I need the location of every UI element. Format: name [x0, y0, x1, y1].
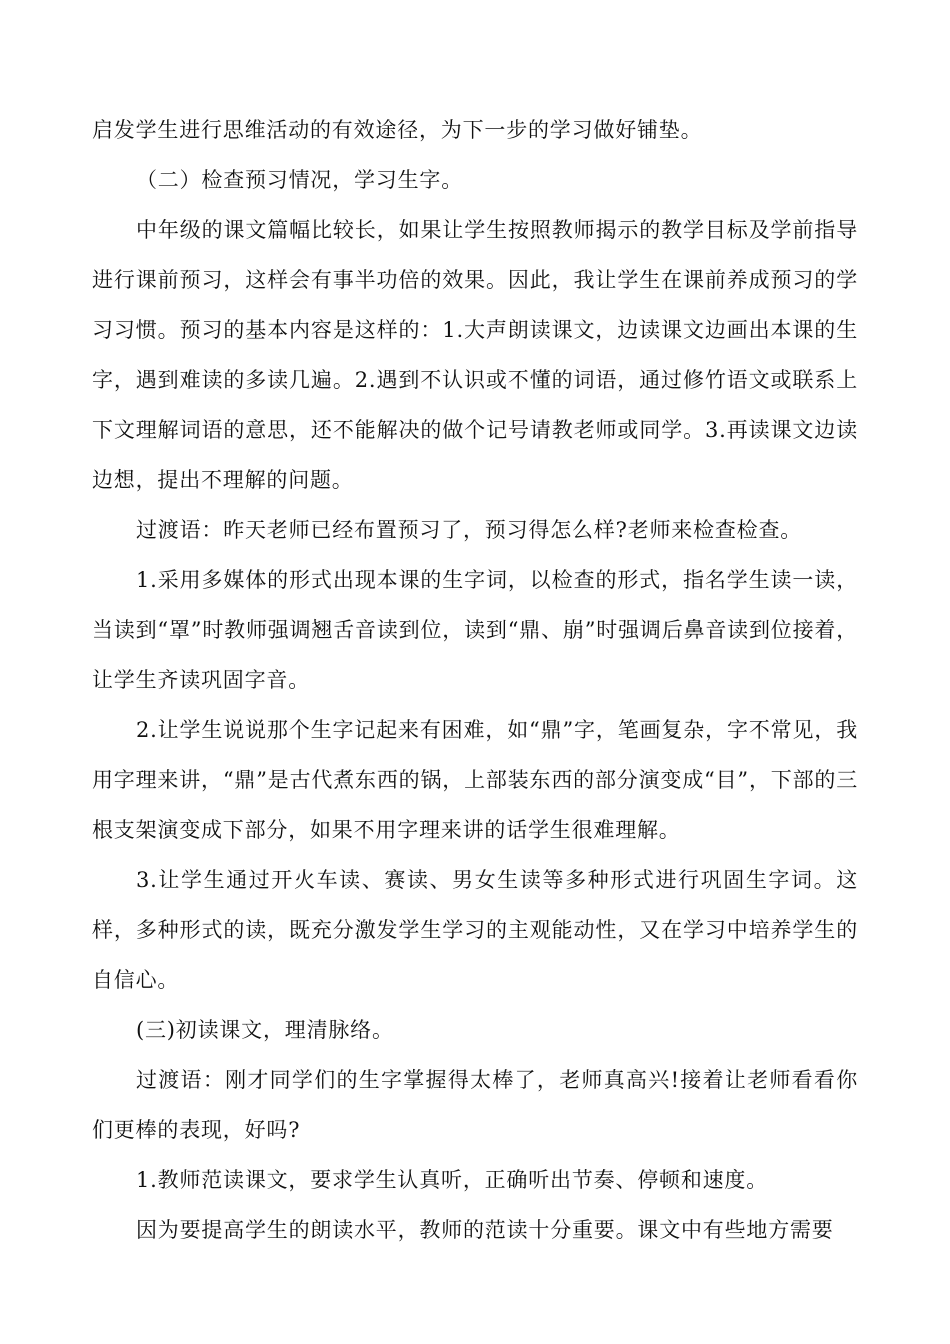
- paragraph-4: 过渡语：昨天老师已经布置预习了，预习得怎么样?老师来检查检查。: [136, 518, 803, 542]
- paragraph-11: 因为要提高学生的朗读水平，教师的范读十分重要。课文中有些地方需要: [136, 1218, 834, 1242]
- paragraph-9: 过渡语：刚才同学们的生字掌握得太棒了，老师真高兴!接着让老师看看你们更棒的表现，好吗?: [92, 1068, 858, 1142]
- paragraph-5: 1.采用多媒体的形式出现本课的生字词，以检查的形式，指名学生读一读，当读到“罩”时教师强调翘舌音读到位，读到“鼎、崩”时强调后鼻音读到位接着，让学生齐读巩固字音。: [92, 568, 858, 692]
- paragraph-10: 1.教师范读课文，要求学生认真听，正确听出节奏、停顿和速度。: [136, 1168, 769, 1192]
- paragraph-1: 启发学生进行思维活动的有效途径，为下一步的学习做好铺垫。: [92, 118, 703, 142]
- paragraph-6: 2.让学生说说那个生字记起来有困难，如“鼎”字，笔画复杂，字不常见，我用字理来讲，“鼎”是古代煮东西的锅，上部装东西的部分演变成“目”，下部的三根支架演变成下部分，如果不用字理来讲的话学生很难理解。: [92, 718, 858, 842]
- section-heading-3: (三)初读课文，理清脉络。: [136, 1018, 394, 1042]
- paragraph-3: 中年级的课文篇幅比较长，如果让学生按照教师揭示的教学目标及学前指导进行课前预习，这样会有事半功倍的效果。因此，我让学生在课前养成预习的学习习惯。预习的基本内容是这样的：1.大声朗读课文，边读课文边画出本课的生字，遇到难读的多读几遍。2.遇到不认识或不懂的词语，通过修竹语文或联系上下文理解词语的意思，还不能解决的做个记号请教老师或同学。3.再读课文边读边想，提出不理解的问题。: [92, 218, 858, 492]
- paragraph-7: 3.让学生通过开火车读、赛读、男女生读等多种形式进行巩固生字词。这样，多种形式的读，既充分激发学生学习的主观能动性，又在学习中培养学生的自信心。: [92, 868, 858, 992]
- section-heading-2: （二）检查预习情况，学习生字。: [136, 168, 463, 192]
- document-page: [92, 105, 858, 1255]
